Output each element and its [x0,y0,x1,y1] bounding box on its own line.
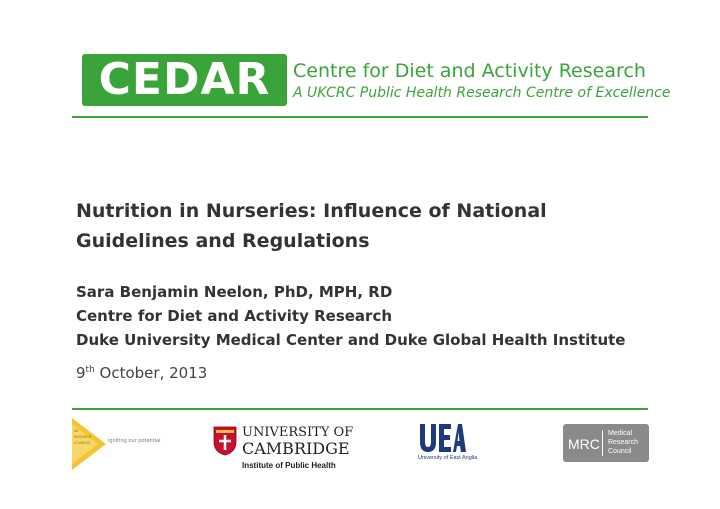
mrc-abbrev: MRC [568,436,600,452]
svg-text:UK: UK [74,429,79,433]
presentation-date [76,360,207,383]
top-divider [72,116,648,118]
uea-label: University of East Anglia [418,455,478,461]
cambridge-line1: UNIVERSITY OF [242,425,354,440]
cambridge-crest-icon [213,426,237,456]
svg-text:COUNCILS: COUNCILS [74,441,91,445]
slide-title: Nutrition in Nurseries: Influence of National Guidelines and Regulations [76,200,547,252]
date-rest: October, 2013 [94,364,208,382]
uk-tagline: igniting our potential [108,438,161,444]
cedar-logo-text: CEDAR [98,54,271,105]
date-suffix: th [85,365,95,375]
svg-text:RESEARCH: RESEARCH [74,435,92,439]
date-day: 9 [76,364,86,382]
mrc-line3: Council [608,448,632,455]
mrc-line1: Medical [608,430,633,437]
uea-logo [418,422,466,454]
cedar-subtitle: A UKCRC Public Health Research Centre of Excellence [293,85,671,101]
mrc-fullname [608,429,638,456]
mrc-line2: Research [608,439,638,446]
cambridge-line3: Institute of Public Health [242,461,336,470]
author-name: Sara Benjamin Neelon, PhD, MPH, RD [76,283,393,301]
cambridge-line2: CAMBRIDGE [242,439,350,458]
cedar-title: Centre for Diet and Activity Research [293,60,646,82]
affiliation-duke: Duke University Medical Center and Duke Global Health Institute [76,331,626,349]
bottom-divider [72,408,648,410]
uk-research-strip-logo [72,418,106,470]
mrc-divider [602,430,603,456]
affiliation-cedar: Centre for Diet and Activity Research [76,307,393,325]
